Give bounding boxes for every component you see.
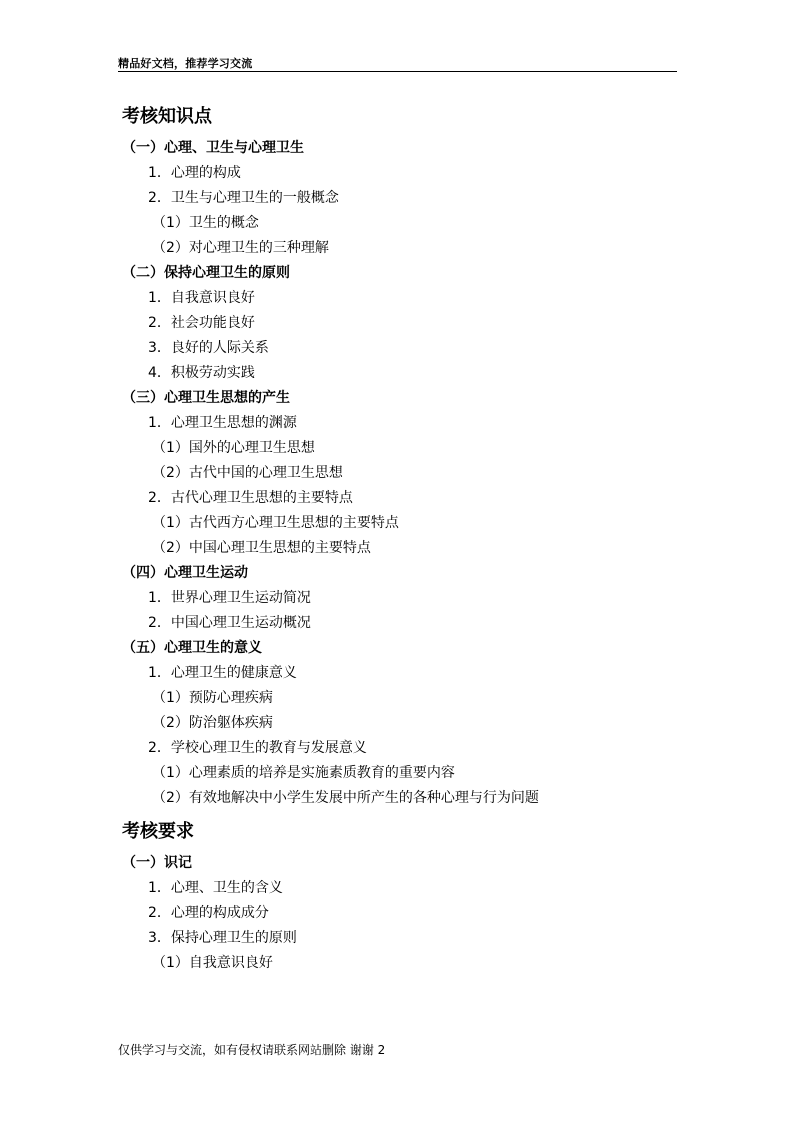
page-footer: 仅供学习与交流，如有侵权请联系网站删除 谢谢 2 [118, 1043, 386, 1057]
subsection-heading: （一）心理、卫生与心理卫生 [122, 140, 304, 156]
outline-item: 3．良好的人际关系 [148, 340, 269, 356]
subsection-heading: （一）识记 [122, 855, 192, 871]
subsection-heading: （五）心理卫生的意义 [122, 640, 262, 656]
outline-item: 2．学校心理卫生的教育与发展意义 [148, 740, 367, 756]
outline-item: 2．心理的构成成分 [148, 905, 269, 921]
requirements-list [122, 851, 682, 976]
outline-subitem: （2）古代中国的心理卫生思想 [152, 465, 343, 481]
outline-subitem: （1）国外的心理卫生思想 [152, 440, 315, 456]
subsection-heading: （二）保持心理卫生的原则 [122, 265, 290, 281]
header-divider [118, 71, 677, 72]
section-title-requirements: 考核要求 [122, 821, 194, 842]
outline-subitem: （2）防治躯体疾病 [152, 715, 273, 731]
outline-item: 2．古代心理卫生思想的主要特点 [148, 490, 353, 506]
subsection-heading: （三）心理卫生思想的产生 [122, 390, 290, 406]
outline-subitem: （1）卫生的概念 [152, 215, 259, 231]
outline-item: 1．心理的构成 [148, 165, 241, 181]
outline-item: 2．中国心理卫生运动概况 [148, 615, 311, 631]
outline-subitem: （1）心理素质的培养是实施素质教育的重要内容 [152, 765, 455, 781]
outline-item: 4．积极劳动实践 [148, 365, 255, 381]
outline-item: 3．保持心理卫生的原则 [148, 930, 297, 946]
outline-item: 1．心理卫生的健康意义 [148, 665, 297, 681]
outline-item: 2．社会功能良好 [148, 315, 255, 331]
knowledge-points-list [122, 136, 682, 811]
page-header: 精品好文档，推荐学习交流 [118, 57, 253, 70]
outline-subitem: （1）自我意识良好 [152, 955, 273, 971]
outline-item: 1．心理卫生思想的渊源 [148, 415, 297, 431]
outline-subitem: （1）古代西方心理卫生思想的主要特点 [152, 515, 399, 531]
outline-subitem: （2）中国心理卫生思想的主要特点 [152, 540, 371, 556]
outline-item: 1．心理、卫生的含义 [148, 880, 283, 896]
outline-item: 2．卫生与心理卫生的一般概念 [148, 190, 339, 206]
outline-subitem: （1）预防心理疾病 [152, 690, 273, 706]
outline-subitem: （2）对心理卫生的三种理解 [152, 240, 329, 256]
outline-item: 1．世界心理卫生运动简况 [148, 590, 311, 606]
outline-item: 1．自我意识良好 [148, 290, 255, 306]
document-body [122, 102, 682, 976]
outline-subitem: （2）有效地解决中小学生发展中所产生的各种心理与行为问题 [152, 790, 539, 806]
subsection-heading: （四）心理卫生运动 [122, 565, 248, 581]
section-title-knowledge-points: 考核知识点 [122, 106, 212, 127]
